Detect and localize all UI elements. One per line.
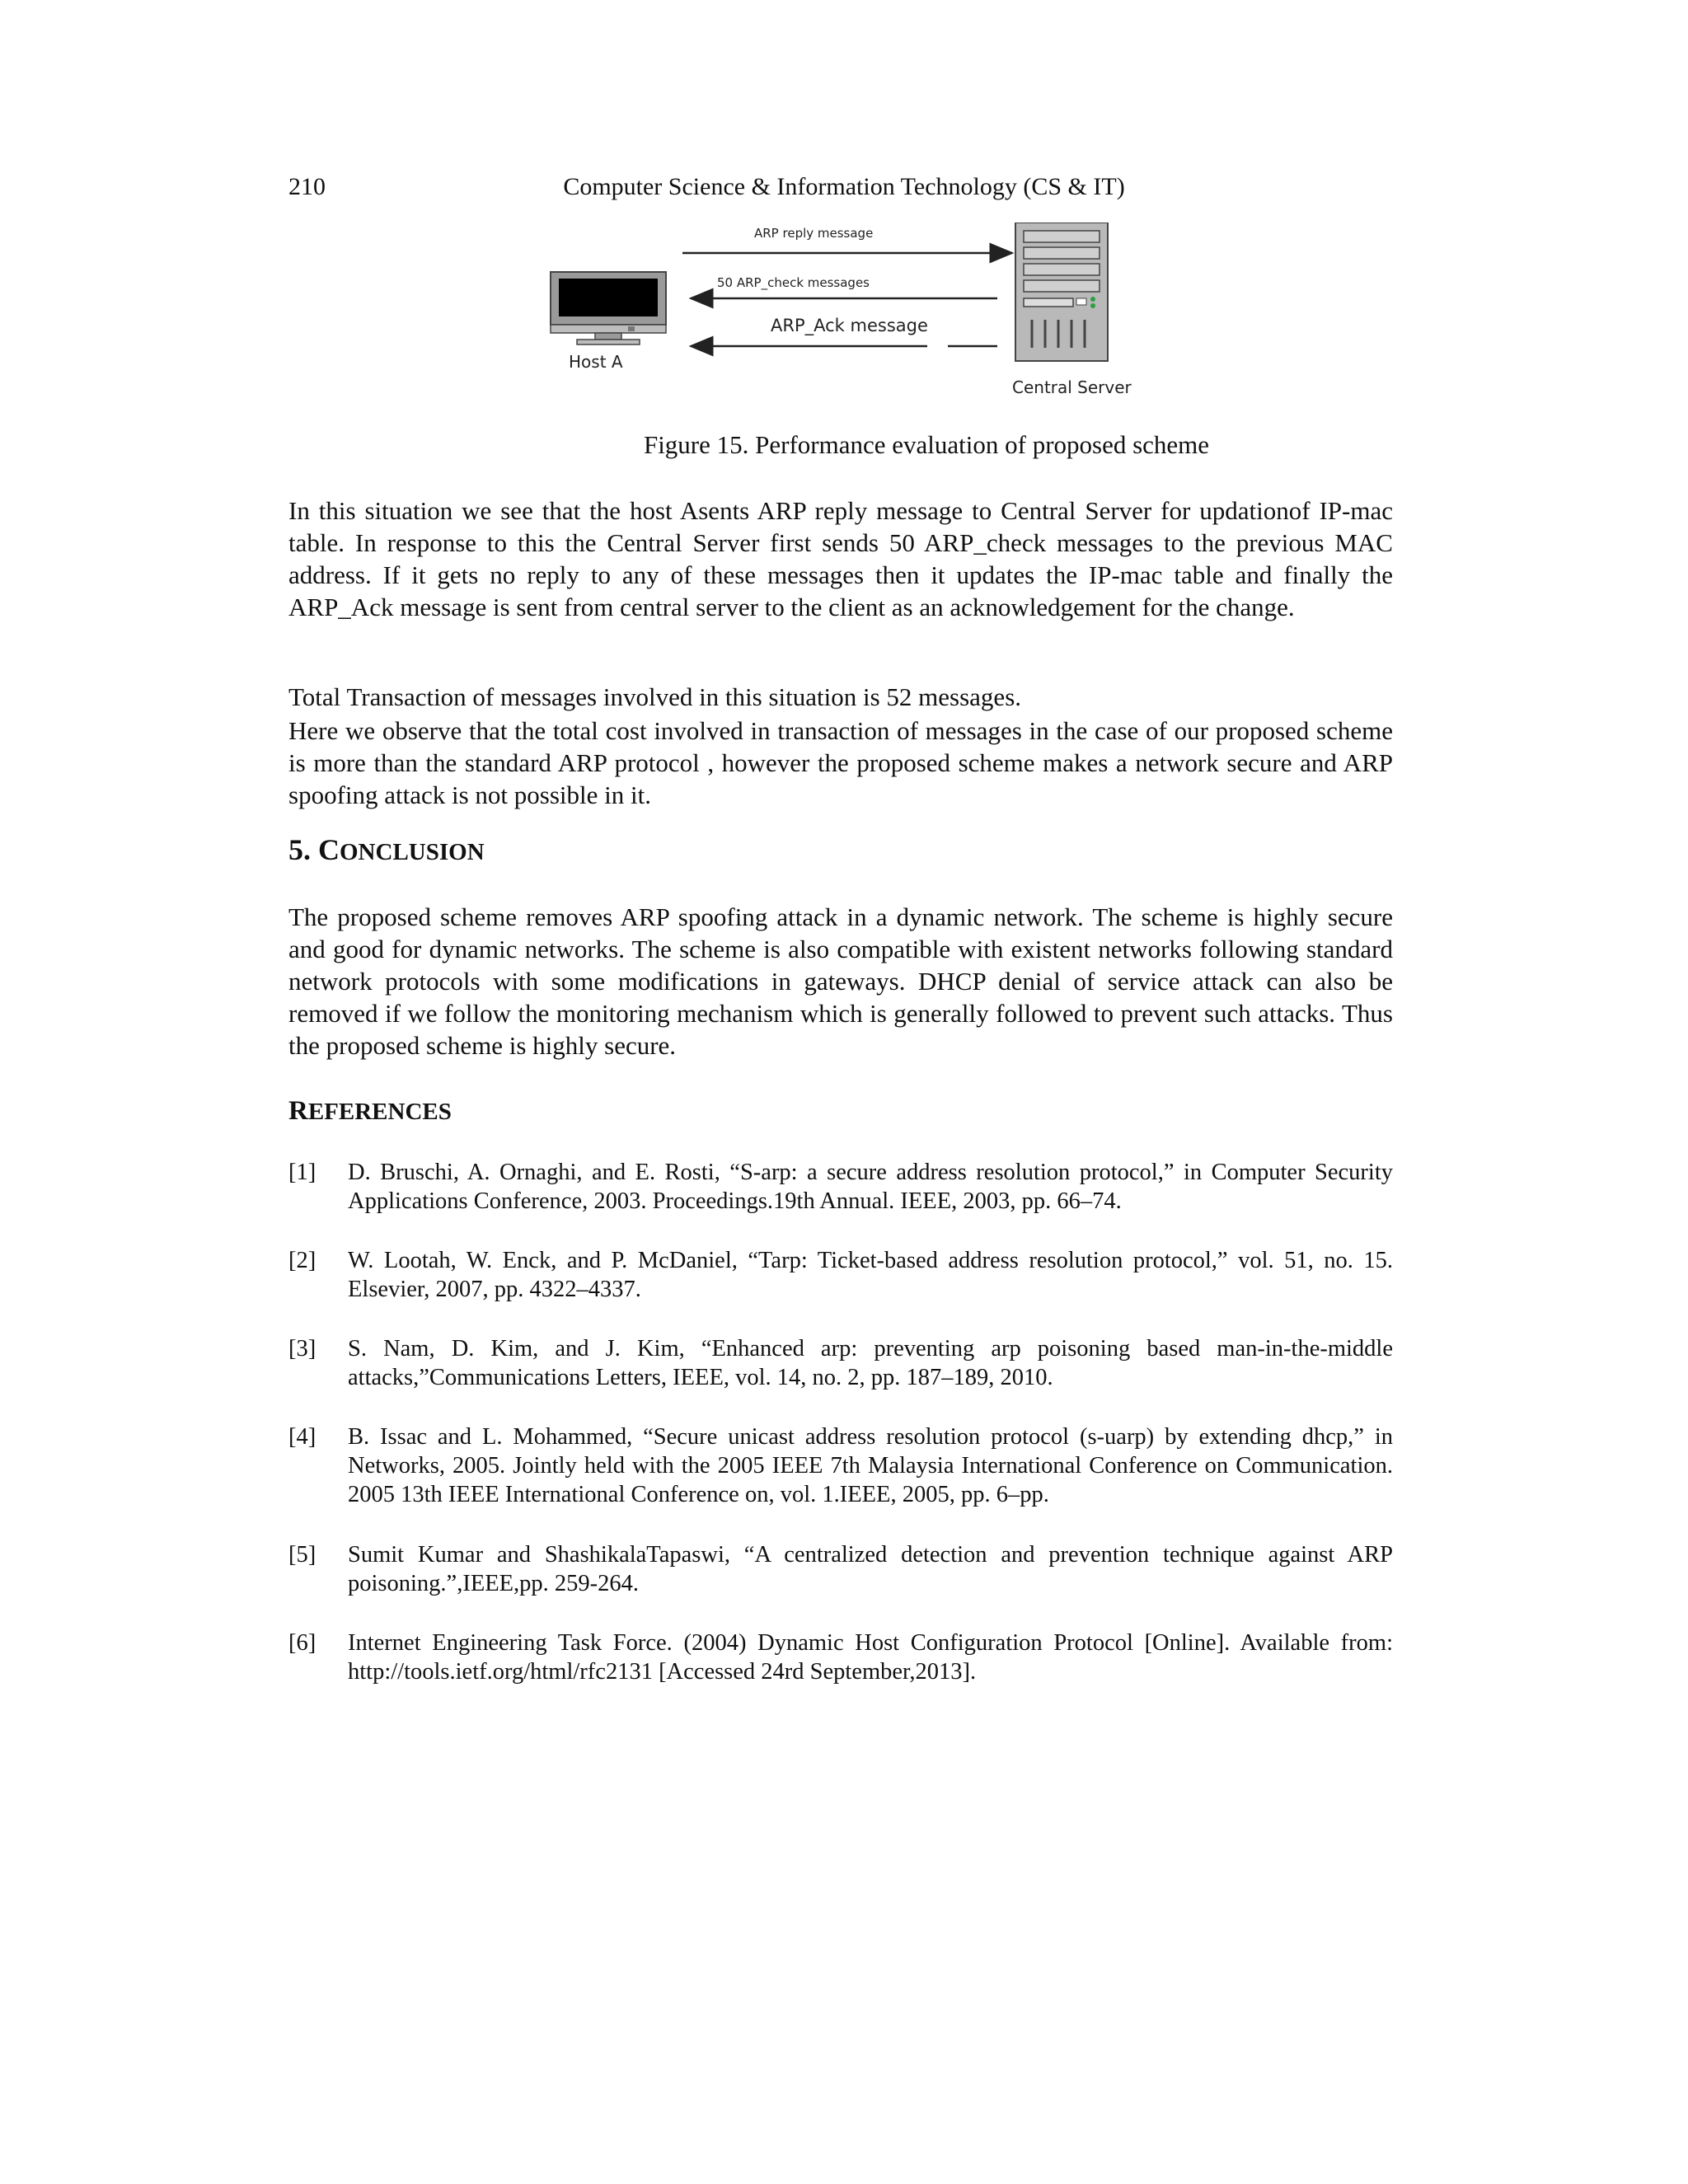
- reference-item: [288, 1629, 1393, 1686]
- paragraph-1: In this situation we see that the host Asents ARP reply message to Central Server for updationof IP-mac table. In response to this the Central Server first sends 50 ARP_check messages to the previous MAC address. If it gets no reply to any of these messages then it updates the IP-mac table and finally the ARP_Ack message is sent from central server to the client as an acknowledgement for the change.: [288, 496, 1393, 621]
- running-header: [0, 173, 1688, 201]
- conclusion-heading-rest: ONCLUSION: [340, 839, 485, 865]
- conclusion-paragraph: The proposed scheme removes ARP spoofing attack in a dynamic network. The scheme is highly secure and good for dynamic networks. The scheme is also compatible with existent networks following standard network protocols with some modifications in gateways. DHCP denial of service attack can also be removed if we follow the monitoring mechanism which is generally followed to prevent such attacks. Thus the proposed scheme is highly secure.: [288, 902, 1393, 1060]
- reference-text: D. Bruschi, A. Ornaghi, and E. Rosti, “S-arp: a secure address resolution protocol,” in Computer Security Applications Conference, 2003. Proceedings.19th Annual. IEEE, 2003, pp. 66–74.: [348, 1160, 1393, 1214]
- arrow-3-label: ARP_Ack message: [771, 316, 928, 335]
- reference-number: [4]: [288, 1424, 316, 1450]
- reference-number: [2]: [288, 1248, 316, 1273]
- reference-item: [288, 1246, 1393, 1304]
- reference-text: S. Nam, D. Kim, and J. Kim, “Enhanced arp: preventing arp poisoning based man-in-the-middle attacks,”Communications Letters, IEEE, vol. 14, no. 2, pp. 187–189, 2010.: [348, 1336, 1393, 1390]
- reference-item: [288, 1540, 1393, 1598]
- references-heading-initial: R: [288, 1096, 308, 1126]
- reference-number: [5]: [288, 1542, 316, 1568]
- conclusion-heading: [288, 832, 485, 867]
- figure-caption-text: Figure 15. Performance evaluation of proposed scheme: [643, 430, 1210, 459]
- arrow-1-label: ARP reply message: [754, 226, 874, 241]
- host-label: Host A: [569, 352, 623, 372]
- reference-text: B. Issac and L. Mohammed, “Secure unicast address resolution protocol (s-uarp) by extending dhcp,” in Networks, 2005. Jointly held with the 2005 IEEE 7th Malaysia International Conference on Communication. 2005 13th IEEE International Conference on, vol. 1.IEEE, 2005, pp. 6–pp.: [348, 1424, 1393, 1507]
- conclusion-heading-number: 5.: [288, 833, 318, 866]
- reference-number: [1]: [288, 1160, 316, 1185]
- server-tower-icon: [1015, 223, 1108, 361]
- server-label: Central Server: [1012, 377, 1132, 397]
- page-number: 210: [288, 173, 326, 200]
- reference-text: Sumit Kumar and ShashikalaTapaswi, “A centralized detection and prevention technique against ARP poisoning.”,IEEE,pp. 259-264.: [348, 1542, 1393, 1596]
- conclusion-heading-initial: C: [318, 833, 340, 866]
- reference-number: [3]: [288, 1336, 316, 1361]
- reference-item: [288, 1422, 1393, 1509]
- reference-item: [288, 1334, 1393, 1392]
- reference-number: [6]: [288, 1630, 316, 1656]
- paragraph-2: Total Transaction of messages involved in this situation is 52 messages.: [288, 682, 1022, 711]
- reference-text: W. Lootah, W. Enck, and P. McDaniel, “Tarp: Ticket-based address resolution protocol,” vol. 51, no. 15. Elsevier, 2007, pp. 4322–4337.: [348, 1248, 1393, 1302]
- paragraph-3: Here we observe that the total cost involved in transaction of messages in the case of our proposed scheme is more than the standard ARP protocol , however the proposed scheme makes a network secure and ARP spoofing attack is not possible in it.: [288, 716, 1393, 809]
- host-computer-icon: [551, 272, 666, 344]
- arrow-2-label: 50 ARP_check messages: [717, 275, 870, 290]
- figure-15: [536, 223, 1162, 404]
- references-heading-rest: EFERENCES: [307, 1099, 452, 1125]
- arp-message-diagram: [536, 223, 1162, 404]
- running-title: Computer Science & Information Technology (CS & IT): [563, 173, 1125, 200]
- references-heading: [288, 1096, 452, 1127]
- figure-caption: [0, 430, 1688, 460]
- reference-text: Internet Engineering Task Force. (2004) Dynamic Host Configuration Protocol [Online]. Available from: http://tools.ietf.org/html/rfc2131 [Accessed 24rd September,2013].: [348, 1630, 1393, 1685]
- reference-item: [288, 1158, 1393, 1216]
